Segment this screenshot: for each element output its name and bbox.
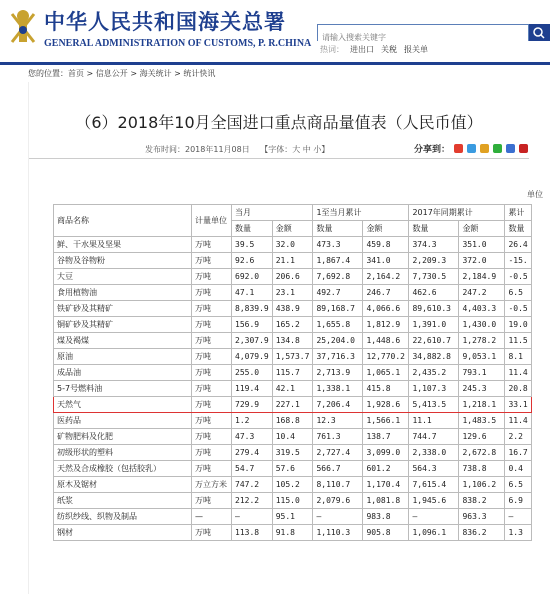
value-cell: 1,573.7	[272, 349, 313, 365]
value-cell: 374.3	[409, 237, 459, 253]
value-cell: 2,713.9	[313, 365, 363, 381]
commodity-name-cell: 原木及锯材	[54, 477, 192, 493]
value-cell: 21.1	[272, 253, 313, 269]
value-cell: 95.1	[272, 509, 313, 525]
value-cell: 738.8	[459, 461, 505, 477]
table-row	[54, 365, 532, 381]
value-cell: 692.0	[232, 269, 273, 285]
value-cell: 11.4	[505, 413, 531, 429]
value-cell: 7,692.8	[313, 269, 363, 285]
table-row	[54, 477, 532, 493]
value-cell: 2,338.0	[409, 445, 459, 461]
meta-divider	[29, 158, 529, 159]
value-cell: 963.3	[459, 509, 505, 525]
unit-cell: 万吨	[192, 525, 232, 541]
value-cell: 156.9	[232, 317, 273, 333]
value-cell: 37,716.3	[313, 349, 363, 365]
value-cell: 3,099.0	[363, 445, 409, 461]
value-cell: 255.0	[232, 365, 273, 381]
unit-cell: 万吨	[192, 301, 232, 317]
value-cell: 4,079.9	[232, 349, 273, 365]
unit-cell: 万吨	[192, 365, 232, 381]
value-cell: 11.1	[409, 413, 459, 429]
value-cell: 793.1	[459, 365, 505, 381]
table-row	[54, 269, 532, 285]
site-header	[0, 0, 550, 62]
value-cell: —	[505, 509, 531, 525]
unit-cell: 万吨	[192, 333, 232, 349]
value-cell: 1,107.3	[409, 381, 459, 397]
value-cell: 6.5	[505, 285, 531, 301]
more-share-icon[interactable]	[519, 144, 528, 153]
value-cell: 47.1	[232, 285, 273, 301]
value-cell: 1,928.6	[363, 397, 409, 413]
value-cell: 10.4	[272, 429, 313, 445]
value-cell: 9,053.1	[459, 349, 505, 365]
value-cell: 2,209.3	[409, 253, 459, 269]
value-cell: —	[232, 509, 273, 525]
unit-cell: —	[192, 509, 232, 525]
value-cell: 1,945.6	[409, 493, 459, 509]
value-cell: 105.2	[272, 477, 313, 493]
unit-cell: 万吨	[192, 253, 232, 269]
value-cell: 1,812.9	[363, 317, 409, 333]
value-cell: 227.1	[272, 397, 313, 413]
org-name-en: GENERAL ADMINISTRATION OF CUSTOMS, P. R.CHINA	[44, 38, 312, 49]
commodity-name-cell: 天然及合成橡胶（包括胶乳）	[54, 461, 192, 477]
header-ytd: 1至当月累计	[313, 205, 409, 221]
value-cell: 129.6	[459, 429, 505, 445]
value-cell: —	[313, 509, 363, 525]
value-cell: 134.8	[272, 333, 313, 349]
value-cell: 5,413.5	[409, 397, 459, 413]
share-label: 分享到：	[414, 145, 451, 155]
search-box[interactable]	[317, 24, 529, 41]
value-cell: 34,882.8	[409, 349, 459, 365]
unit-cell: 万吨	[192, 285, 232, 301]
unit-cell: 万吨	[192, 317, 232, 333]
value-cell: 438.9	[272, 301, 313, 317]
value-cell: 7,615.4	[409, 477, 459, 493]
value-cell: 212.2	[232, 493, 273, 509]
value-cell: 20.8	[505, 381, 531, 397]
article-meta	[145, 144, 337, 155]
value-cell: 206.6	[272, 269, 313, 285]
value-cell: 12,770.2	[363, 349, 409, 365]
table-row	[54, 461, 532, 477]
value-cell: 351.0	[459, 237, 505, 253]
value-cell: 1,081.8	[363, 493, 409, 509]
value-cell: 2,435.2	[409, 365, 459, 381]
value-cell: 42.1	[272, 381, 313, 397]
value-cell: 245.3	[459, 381, 505, 397]
table-row	[54, 317, 532, 333]
value-cell: -0.5	[505, 269, 531, 285]
table-row	[54, 285, 532, 301]
commodity-name-cell: 鲜、干水果及坚果	[54, 237, 192, 253]
commodity-name-cell: 初级形状的塑料	[54, 445, 192, 461]
header-prev-year-ytd: 2017年同期累计	[409, 205, 505, 221]
value-cell: 2,727.4	[313, 445, 363, 461]
value-cell: 2,079.6	[313, 493, 363, 509]
commodity-name-cell: 天然气	[54, 397, 192, 413]
value-cell: 473.3	[313, 237, 363, 253]
commodity-name-cell: 铜矿砂及其精矿	[54, 317, 192, 333]
value-cell: 57.6	[272, 461, 313, 477]
value-cell: 1,065.1	[363, 365, 409, 381]
value-cell: 1,867.4	[313, 253, 363, 269]
value-cell: 2,164.2	[363, 269, 409, 285]
unit-cell: 万吨	[192, 445, 232, 461]
commodity-name-cell: 谷物及谷物粉	[54, 253, 192, 269]
value-cell: -0.5	[505, 301, 531, 317]
unit-label: 单位	[527, 190, 543, 199]
search-button[interactable]	[529, 24, 550, 41]
import-commodity-table	[53, 204, 532, 541]
table-row	[54, 333, 532, 349]
unit-cell: 万吨	[192, 349, 232, 365]
value-cell: 4,403.3	[459, 301, 505, 317]
value-cell: 54.7	[232, 461, 273, 477]
unit-cell: 万吨	[192, 461, 232, 477]
value-cell: 119.4	[232, 381, 273, 397]
value-cell: 1,278.2	[459, 333, 505, 349]
search-icon	[529, 24, 550, 41]
value-cell: 1,448.6	[363, 333, 409, 349]
value-cell: 113.8	[232, 525, 273, 541]
commodity-name-cell: 纺织纱线、织物及制品	[54, 509, 192, 525]
header-current-month: 当月	[232, 205, 313, 221]
value-cell: 744.7	[409, 429, 459, 445]
value-cell: 4,066.6	[363, 301, 409, 317]
hot-words-label: 热词：	[320, 45, 344, 54]
commodity-name-cell: 医药品	[54, 413, 192, 429]
value-cell: 566.7	[313, 461, 363, 477]
value-cell: 6.9	[505, 493, 531, 509]
value-cell: 7,206.4	[313, 397, 363, 413]
value-cell: 12.3	[313, 413, 363, 429]
share-bar	[414, 142, 528, 155]
hot-word-link[interactable]: 报关单	[404, 45, 428, 54]
unit-cell: 万吨	[192, 493, 232, 509]
value-cell: 341.0	[363, 253, 409, 269]
value-cell: 1,218.1	[459, 397, 505, 413]
org-name-cn[interactable]: 中华人民共和国海关总署	[44, 9, 286, 34]
value-cell: 247.2	[459, 285, 505, 301]
value-cell: 16.7	[505, 445, 531, 461]
unit-cell: 万吨	[192, 237, 232, 253]
commodity-name-cell: 钢材	[54, 525, 192, 541]
hot-words	[320, 44, 435, 55]
commodity-name-cell: 大豆	[54, 269, 192, 285]
value-cell: 26.4	[505, 237, 531, 253]
value-cell: 92.6	[232, 253, 273, 269]
value-cell: 246.7	[363, 285, 409, 301]
value-cell: 1,110.3	[313, 525, 363, 541]
value-cell: 7,730.5	[409, 269, 459, 285]
table-row	[54, 237, 532, 253]
table-row	[54, 397, 532, 413]
value-cell: 6.5	[505, 477, 531, 493]
commodity-name-cell: 矿物肥料及化肥	[54, 429, 192, 445]
commodity-name-cell: 原油	[54, 349, 192, 365]
value-cell: 492.7	[313, 285, 363, 301]
value-cell: 2,307.9	[232, 333, 273, 349]
value-cell: 8,110.7	[313, 477, 363, 493]
value-cell: 2.2	[505, 429, 531, 445]
value-cell: 279.4	[232, 445, 273, 461]
wechat-share-icon[interactable]	[493, 144, 502, 153]
header-qty: 数量	[313, 221, 363, 237]
value-cell: 836.2	[459, 525, 505, 541]
value-cell: 1.2	[232, 413, 273, 429]
table-row	[54, 445, 532, 461]
value-cell: 415.8	[363, 381, 409, 397]
header-amt: 金额	[363, 221, 409, 237]
value-cell: 1,655.8	[313, 317, 363, 333]
value-cell: 22,610.7	[409, 333, 459, 349]
header-commodity-name: 商品名称	[54, 205, 192, 237]
value-cell: 747.2	[232, 477, 273, 493]
value-cell: 372.0	[459, 253, 505, 269]
value-cell: 564.3	[409, 461, 459, 477]
value-cell: 838.2	[459, 493, 505, 509]
header-cumulative: 累计	[505, 205, 531, 221]
unit-cell: 万吨	[192, 397, 232, 413]
value-cell: 32.0	[272, 237, 313, 253]
value-cell: 761.3	[313, 429, 363, 445]
hot-word-link[interactable]: 进出口	[350, 45, 374, 54]
table-row	[54, 349, 532, 365]
header-amt: 金额	[459, 221, 505, 237]
value-cell: 23.1	[272, 285, 313, 301]
table-row	[54, 381, 532, 397]
table-row	[54, 429, 532, 445]
value-cell: 91.8	[272, 525, 313, 541]
value-cell: 983.8	[363, 509, 409, 525]
tencent-weibo-share-icon[interactable]	[467, 144, 476, 153]
value-cell: 11.5	[505, 333, 531, 349]
value-cell: 115.7	[272, 365, 313, 381]
value-cell: 165.2	[272, 317, 313, 333]
value-cell: 1,566.1	[363, 413, 409, 429]
unit-cell: 万吨	[192, 413, 232, 429]
value-cell: 138.7	[363, 429, 409, 445]
breadcrumb[interactable]: 您的位置：首页 > 信息公开 > 海关统计 > 统计快讯	[28, 69, 216, 78]
article-page	[28, 82, 550, 594]
value-cell: 1,338.1	[313, 381, 363, 397]
header-unit: 计量单位	[192, 205, 232, 237]
value-cell: 601.2	[363, 461, 409, 477]
value-cell: 462.6	[409, 285, 459, 301]
qzone-share-icon[interactable]	[480, 144, 489, 153]
unit-cell: 万吨	[192, 429, 232, 445]
value-cell: 1,106.2	[459, 477, 505, 493]
commodity-name-cell: 纸浆	[54, 493, 192, 509]
value-cell: 8.1	[505, 349, 531, 365]
value-cell: 2,672.8	[459, 445, 505, 461]
value-cell: 11.4	[505, 365, 531, 381]
value-cell: 1,430.0	[459, 317, 505, 333]
table-row	[54, 509, 532, 525]
value-cell: 19.0	[505, 317, 531, 333]
header-divider	[0, 62, 550, 65]
table-row	[54, 413, 532, 429]
font-size-control[interactable]: 【字体：大 中 小】	[260, 145, 330, 154]
commodity-name-cell: 成品油	[54, 365, 192, 381]
value-cell: -15.	[505, 253, 531, 269]
value-cell: —	[409, 509, 459, 525]
value-cell: 729.9	[232, 397, 273, 413]
table-row	[54, 493, 532, 509]
value-cell: 319.5	[272, 445, 313, 461]
value-cell: 0.4	[505, 461, 531, 477]
commodity-name-cell: 食用植物油	[54, 285, 192, 301]
page-title: （6）2018年10月全国进口重点商品量值表（人民币值）	[75, 113, 483, 132]
header-qty: 数量	[409, 221, 459, 237]
customs-emblem-icon	[6, 6, 40, 46]
value-cell: 905.8	[363, 525, 409, 541]
header-qty: 数量	[232, 221, 273, 237]
unit-cell: 万吨	[192, 381, 232, 397]
renren-share-icon[interactable]	[506, 144, 515, 153]
value-cell: 1.3	[505, 525, 531, 541]
value-cell: 115.0	[272, 493, 313, 509]
commodity-name-cell: 5-7号燃料油	[54, 381, 192, 397]
value-cell: 1,483.5	[459, 413, 505, 429]
value-cell: 1,096.1	[409, 525, 459, 541]
value-cell: 25,204.0	[313, 333, 363, 349]
unit-cell: 万吨	[192, 269, 232, 285]
value-cell: 89,168.7	[313, 301, 363, 317]
publish-time: 发布时间：2018年11月08日	[145, 145, 250, 154]
value-cell: 33.1	[505, 397, 531, 413]
hot-word-link[interactable]: 关税	[381, 45, 397, 54]
value-cell: 2,184.9	[459, 269, 505, 285]
table-row	[54, 525, 532, 541]
table-row	[54, 253, 532, 269]
value-cell: 8,839.9	[232, 301, 273, 317]
commodity-name-cell: 铁矿砂及其精矿	[54, 301, 192, 317]
value-cell: 39.5	[232, 237, 273, 253]
search-input[interactable]	[318, 30, 528, 45]
header-qty: 数量	[505, 221, 531, 237]
table-row	[54, 301, 532, 317]
value-cell: 1,170.4	[363, 477, 409, 493]
value-cell: 168.8	[272, 413, 313, 429]
weibo-share-icon[interactable]	[454, 144, 463, 153]
value-cell: 47.3	[232, 429, 273, 445]
header-amt: 金额	[272, 221, 313, 237]
value-cell: 1,391.0	[409, 317, 459, 333]
commodity-name-cell: 煤及褐煤	[54, 333, 192, 349]
unit-cell: 万立方米	[192, 477, 232, 493]
value-cell: 89,610.3	[409, 301, 459, 317]
value-cell: 459.8	[363, 237, 409, 253]
